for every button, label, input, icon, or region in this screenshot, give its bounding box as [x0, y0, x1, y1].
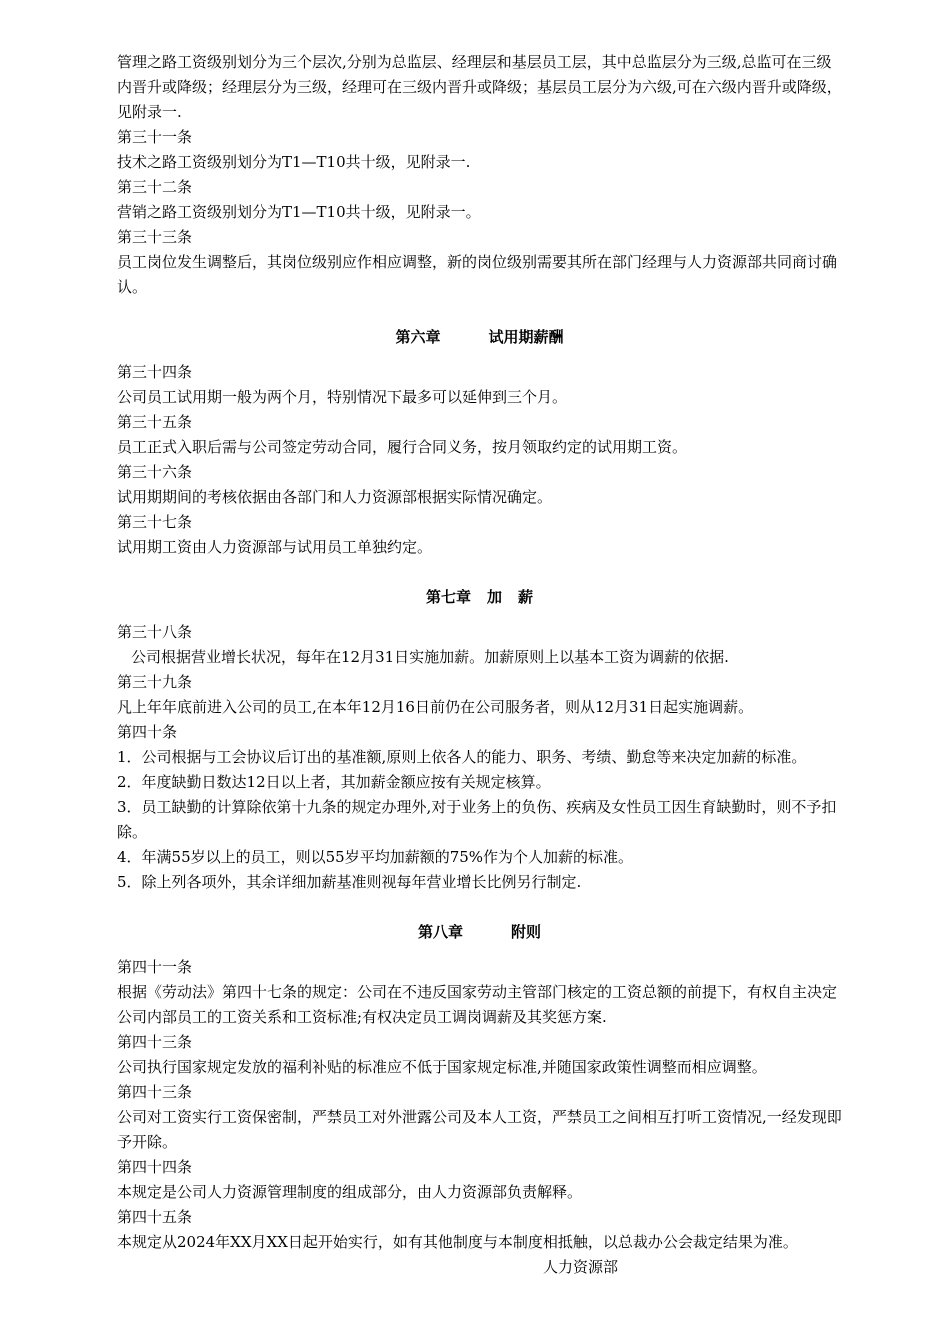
article-title: 第三十七条: [117, 513, 193, 531]
article-title: 第三十六条: [117, 463, 193, 481]
chapter-heading: [117, 920, 842, 945]
list-item: 2．年度缺勤日数达12日以上者，其加薪金额应按有关规定核算。: [117, 773, 551, 791]
article-title: 第四十三条: [117, 1083, 193, 1101]
document-page: [117, 50, 842, 1280]
article-title: 第三十四条: [117, 363, 193, 381]
article-title: 第四十五条: [117, 1208, 193, 1226]
article-text: 公司根据营业增长状况，每年在12月31日实施加薪。加薪原则上以基本工资为调薪的依据.: [131, 648, 729, 666]
list-item: 5．除上列各项外，其余详细加薪基准则视每年营业增长比例另行制定.: [117, 873, 582, 891]
article-text: 员工正式入职后需与公司签定劳动合同，履行合同义务，按月领取约定的试用期工资。: [117, 438, 688, 456]
chapter-number: 第八章: [417, 923, 463, 941]
article-title: 第三十一条: [117, 128, 193, 146]
article-text: 试用期工资由人力资源部与试用员工单独约定。: [117, 538, 433, 556]
chapter-number: 第六章: [395, 328, 441, 346]
chapter-heading: [117, 585, 842, 610]
signature: 人力资源部: [543, 1258, 619, 1276]
article-text: 本规定从2024年XX月XX日起开始实行，如有其他制度与本制度相抵触，以总裁办公会裁定结果为准。: [117, 1233, 798, 1251]
article-text: 技术之路工资级别划分为T1—T10共十级，见附录一.: [117, 153, 471, 171]
chapter-name-part: 薪: [518, 588, 534, 606]
chapter-number: 第七章: [425, 588, 471, 606]
article-text: 根据《劳动法》第四十七条的规定：公司在不违反国家劳动主管部门核定的工资总额的前提下，有权自主决定公司内部员工的工资关系和工资标准;有权决定员工调岗调薪及其奖惩方案.: [117, 983, 838, 1026]
chapter-heading: [117, 325, 842, 350]
list-item: 1．公司根据与工会协议后订出的基准额,原则上依各人的能力、职务、考绩、勤怠等来决定加薪的标准。: [117, 748, 807, 766]
chapter-name: 附则: [511, 923, 542, 941]
article-title: 第四十一条: [117, 958, 193, 976]
list-item: 4．年满55岁以上的员工，则以55岁平均加薪额的75%作为个人加薪的标准。: [117, 848, 634, 866]
article-title: 第三十八条: [117, 623, 193, 641]
article-title: 第四十条: [117, 723, 178, 741]
article-title: 第三十九条: [117, 673, 193, 691]
chapter-name-part: 加: [486, 588, 502, 606]
article-text: 凡上年年底前进入公司的员工,在本年12月16日前仍在公司服务者，则从12月31日起实施调薪。: [117, 698, 754, 716]
article-text: 公司执行国家规定发放的福利补贴的标准应不低于国家规定标准,并随国家政策性调整而相应调整。: [117, 1058, 767, 1076]
article-text: 公司对工资实行工资保密制，严禁员工对外泄露公司及本人工资，严禁员工之间相互打听工资情况,一经发现即予开除。: [117, 1108, 842, 1151]
article-title: 第四十四条: [117, 1158, 193, 1176]
article-text: 本规定是公司人力资源管理制度的组成部分，由人力资源部负责解释。: [117, 1183, 583, 1201]
article-text: 公司员工试用期一般为两个月，特别情况下最多可以延伸到三个月。: [117, 388, 568, 406]
article-text: 试用期期间的考核依据由各部门和人力资源部根据实际情况确定。: [117, 488, 553, 506]
chapter-name: 试用期薪酬: [488, 328, 564, 346]
paragraph: 管理之路工资级别划分为三个层次,分别为总监层、经理层和基层员工层，其中总监层分为三级,总监可在三级内晋升或降级；经理层分为三级，经理可在三级内晋升或降级；基层员工层分为六级,可在六级内晋升或降级，见附录一.: [117, 53, 842, 121]
article-title: 第三十五条: [117, 413, 193, 431]
article-title: 第四十三条: [117, 1033, 193, 1051]
article-text: 营销之路工资级别划分为T1—T10共十级，见附录一。: [117, 203, 481, 221]
article-text: 员工岗位发生调整后，其岗位级别应作相应调整，新的岗位级别需要其所在部门经理与人力资源部共同商讨确认。: [117, 253, 838, 296]
article-title: 第三十二条: [117, 178, 193, 196]
list-item: 3．员工缺勤的计算除依第十九条的规定办理外,对于业务上的负伤、疾病及女性员工因生育缺勤时，则不予扣除。: [117, 798, 837, 841]
article-title: 第三十三条: [117, 228, 193, 246]
